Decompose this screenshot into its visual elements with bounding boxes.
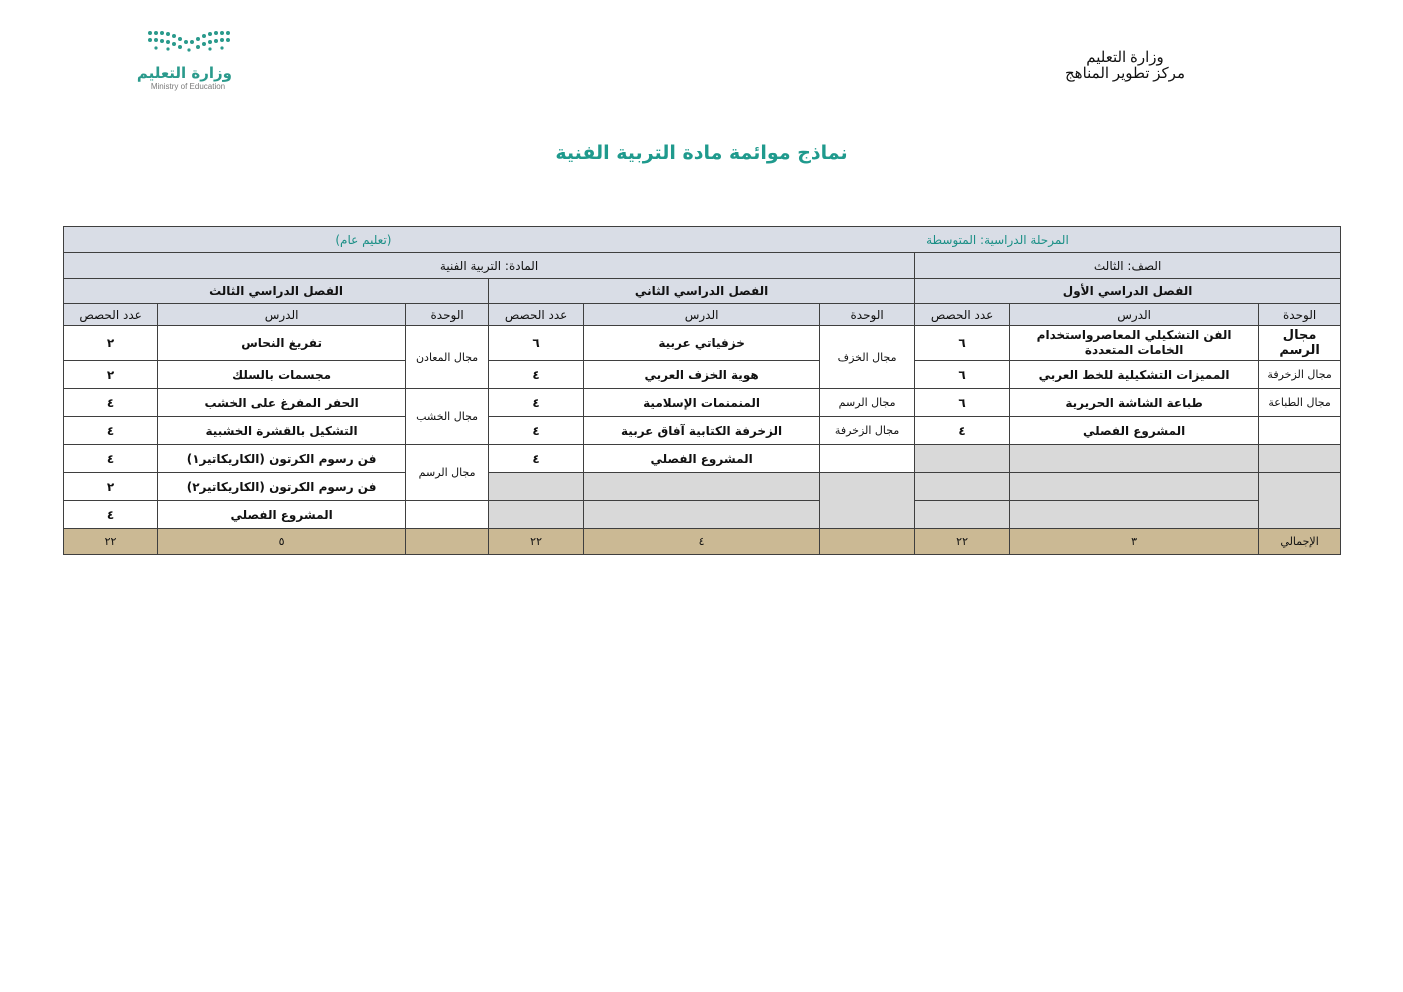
- track-label: (تعليم عام): [335, 232, 392, 247]
- curriculum-table: [63, 226, 1341, 555]
- s1-lesson-cell-empty: [1010, 473, 1259, 501]
- s3-periods-header: عدد الحصص: [64, 304, 158, 326]
- s1-unit-cell-empty: [1259, 417, 1341, 445]
- s1-lesson-cell: المميزات التشكيلية للخط العربي: [1010, 361, 1259, 389]
- s2-unit-cell-empty: [820, 473, 915, 529]
- s3-lesson-header: الدرس: [158, 304, 406, 326]
- s2-lesson-cell-empty: [584, 501, 820, 529]
- table-row: [64, 417, 1341, 445]
- s1-lesson-cell: المشروع الفصلي: [1010, 417, 1259, 445]
- s2-lesson-cell: الزخرفة الكتابية آفاق عربية: [584, 417, 820, 445]
- grade-subject-row: [64, 253, 1341, 279]
- s2-unit-cell-empty: [820, 445, 915, 473]
- table-row: [64, 389, 1341, 417]
- column-header-row: [64, 304, 1341, 326]
- s1-unit-cell-empty: [1259, 445, 1341, 473]
- s2-lesson-cell: المنمنمات الإسلامية: [584, 389, 820, 417]
- s3-unit-cell: مجال الرسم: [406, 445, 489, 501]
- stage-row: [64, 227, 1341, 253]
- s3-lesson-cell: المشروع الفصلي: [158, 501, 406, 529]
- s2-periods-cell: ٦: [489, 326, 584, 361]
- s1-lesson-header: الدرس: [1010, 304, 1259, 326]
- s2-unit-cell: مجال الخزف: [820, 326, 915, 389]
- s2-periods-cell: ٤: [489, 417, 584, 445]
- s2-unit-cell: مجال الرسم: [820, 389, 915, 417]
- s2-unit-header: الوحدة: [820, 304, 915, 326]
- table-row: [64, 445, 1341, 473]
- s3-total-periods: ٢٢: [64, 529, 158, 555]
- s3-lesson-cell: تفريغ النحاس: [158, 326, 406, 361]
- s3-periods-cell: ٢: [64, 473, 158, 501]
- s3-periods-cell: ٢: [64, 326, 158, 361]
- s1-unit-header: الوحدة: [1259, 304, 1341, 326]
- s2-total-lessons: ٤: [584, 529, 820, 555]
- ministry-name: وزارة التعليم: [1086, 50, 1164, 66]
- s1-total-periods: ٢٢: [915, 529, 1010, 555]
- s2-lesson-cell: هوية الخزف العربي: [584, 361, 820, 389]
- logo-arabic-text: وزارة التعليم: [136, 64, 232, 82]
- grade-label: الصف: الثالث: [915, 253, 1341, 279]
- logo-english-text: Ministry of Education: [150, 82, 226, 91]
- s3-unit-cell: مجال الخشب: [406, 389, 489, 445]
- table-row: [64, 473, 1341, 501]
- s3-lesson-cell: التشكيل بالقشرة الخشبية: [158, 417, 406, 445]
- s1-periods-cell-empty: [915, 445, 1010, 473]
- s3-total-lessons: ٥: [158, 529, 406, 555]
- s2-lesson-cell-empty: [584, 473, 820, 501]
- s1-unit-cell-empty: [1259, 473, 1341, 529]
- semester-3-header: الفصل الدراسي الثالث: [64, 279, 489, 304]
- s1-unit-cell: مجال الرسم: [1259, 326, 1341, 361]
- s3-periods-cell: ٤: [64, 417, 158, 445]
- table-row: [64, 501, 1341, 529]
- s1-periods-cell-empty: [915, 473, 1010, 501]
- s1-lesson-cell-empty: [1010, 501, 1259, 529]
- s1-periods-header: عدد الحصص: [915, 304, 1010, 326]
- s1-periods-cell: ٦: [915, 326, 1010, 361]
- s2-total-unit-empty: [820, 529, 915, 555]
- s1-total-lessons: ٣: [1010, 529, 1259, 555]
- subject-label: المادة: التربية الفنية: [64, 253, 915, 279]
- center-name: مركز تطوير المناهج: [1064, 66, 1185, 82]
- s1-periods-cell-empty: [915, 501, 1010, 529]
- s1-periods-cell: ٦: [915, 389, 1010, 417]
- table-row: [64, 326, 1341, 361]
- totals-row: [64, 529, 1341, 555]
- s1-periods-cell: ٦: [915, 361, 1010, 389]
- semester-2-header: الفصل الدراسي الثاني: [489, 279, 915, 304]
- s1-unit-cell: مجال الطباعة: [1259, 389, 1341, 417]
- s3-lesson-cell: فن رسوم الكرتون (الكاريكاتير٢): [158, 473, 406, 501]
- s2-lesson-header: الدرس: [584, 304, 820, 326]
- s3-periods-cell: ٢: [64, 361, 158, 389]
- s2-lesson-cell: المشروع الفصلي: [584, 445, 820, 473]
- s2-unit-cell: مجال الزخرفة: [820, 417, 915, 445]
- s2-total-periods: ٢٢: [489, 529, 584, 555]
- s2-lesson-cell: خزفياتي عربية: [584, 326, 820, 361]
- s1-periods-cell: ٤: [915, 417, 1010, 445]
- s1-lesson-cell: الفن التشكيلي المعاصرواستخدام الخامات المتعددة: [1010, 326, 1259, 361]
- s3-lesson-cell: الحفر المفرغ على الخشب: [158, 389, 406, 417]
- semester-1-header: الفصل الدراسي الأول: [915, 279, 1341, 304]
- s3-periods-cell: ٤: [64, 501, 158, 529]
- logo-dots-icon: [146, 28, 232, 54]
- s3-periods-cell: ٤: [64, 445, 158, 473]
- s3-lesson-cell: مجسمات بالسلك: [158, 361, 406, 389]
- s1-lesson-cell-empty: [1010, 445, 1259, 473]
- s2-periods-header: عدد الحصص: [489, 304, 584, 326]
- s3-periods-cell: ٤: [64, 389, 158, 417]
- totals-label: الإجمالي: [1259, 529, 1341, 555]
- s1-unit-cell: مجال الزخرفة: [1259, 361, 1341, 389]
- s2-periods-cell-empty: [489, 473, 584, 501]
- table-row: [64, 361, 1341, 389]
- s3-total-unit-empty: [406, 529, 489, 555]
- s2-periods-cell: ٤: [489, 361, 584, 389]
- s3-lesson-cell: فن رسوم الكرتون (الكاريكاتير١): [158, 445, 406, 473]
- s3-unit-cell-empty: [406, 501, 489, 529]
- semester-row: [64, 279, 1341, 304]
- s2-periods-cell: ٤: [489, 445, 584, 473]
- s1-lesson-cell: طباعة الشاشة الحريرية: [1010, 389, 1259, 417]
- s3-unit-header: الوحدة: [406, 304, 489, 326]
- page-title: نماذج موائمة مادة التربية الفنية: [555, 142, 848, 164]
- stage-label: المرحلة الدراسية: المتوسطة: [926, 232, 1069, 247]
- s3-unit-cell: مجال المعادن: [406, 326, 489, 389]
- s2-periods-cell-empty: [489, 501, 584, 529]
- ministry-header: [1040, 50, 1210, 82]
- ministry-logo: [136, 26, 240, 96]
- s2-periods-cell: ٤: [489, 389, 584, 417]
